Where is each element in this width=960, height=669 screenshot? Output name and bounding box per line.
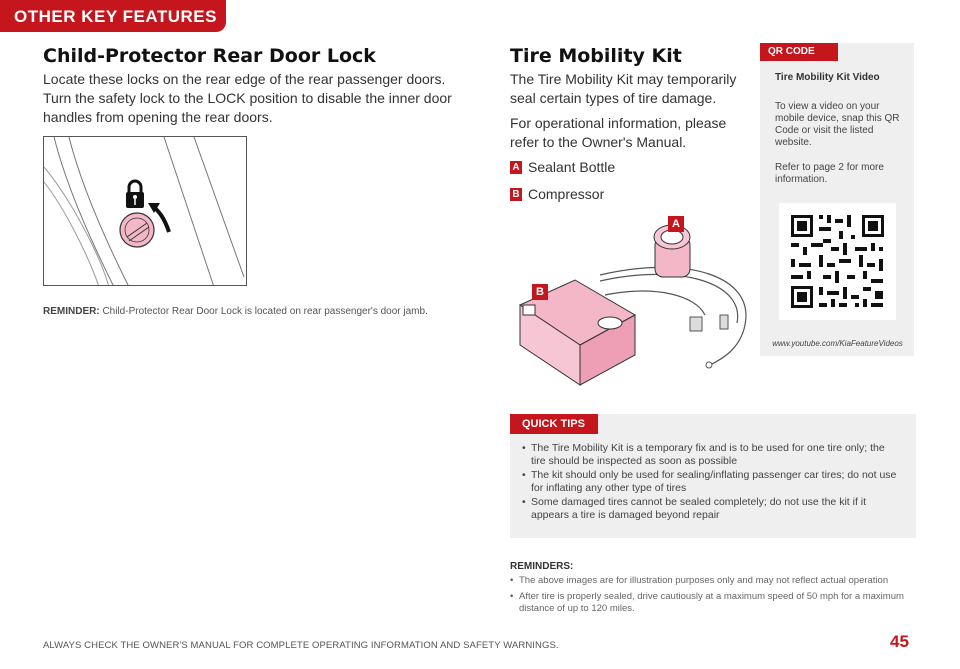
tire-kit-illustration xyxy=(505,215,765,390)
qr-title: Tire Mobility Kit Video xyxy=(775,72,880,83)
quick-tips-list xyxy=(522,442,902,523)
qr-url-link[interactable]: www.youtube.com/KiaFeatureVideos xyxy=(772,339,903,348)
quick-tips-tab: QUICK TIPS xyxy=(510,414,598,434)
list-item: • After tire is properly sealed, drive cautiously at a maximum speed of 50 mph for a maximum distance of up to 120 miles. xyxy=(510,591,920,615)
tire-kit-para2: For operational information, please refer to the Owner's Manual. xyxy=(510,115,727,150)
list-item: • The Tire Mobility Kit is a temporary fix and is to be used for one tire only; the tire should be inspected as soon as possible xyxy=(522,442,902,468)
reminders-list xyxy=(510,575,920,619)
list-item: • The kit should only be used for sealing/inflating passenger car tires; do not use for inflating any other type of tires xyxy=(522,469,902,495)
child-lock-illustration xyxy=(43,136,247,286)
child-lock-title: Child-Protector Rear Door Lock xyxy=(43,45,376,67)
reminder-text: Child-Protector Rear Door Lock is located on rear passenger's door jamb. xyxy=(102,306,428,317)
list-item: • Some damaged tires cannot be sealed completely; do not use the kit if it appears a tire is damaged beyond repair xyxy=(522,496,902,522)
tire-kit-para1: The Tire Mobility Kit may temporarily seal certain types of tire damage. xyxy=(510,71,737,106)
qr-reference: Refer to page 2 for more information. xyxy=(775,162,884,185)
reminder-label: REMINDER: xyxy=(43,306,100,317)
list-item-compressor xyxy=(510,186,604,202)
section-tab: OTHER KEY FEATURES xyxy=(0,0,226,32)
badge-b: B xyxy=(510,188,522,201)
page-number: 45 xyxy=(890,632,909,651)
compressor-label: Compressor xyxy=(528,186,605,202)
qr-instructions: To view a video on your mobile device, snap this QR Code or visit the listed website. xyxy=(775,101,900,148)
qr-tab: QR CODE xyxy=(760,43,838,61)
badge-a: A xyxy=(510,161,522,174)
qr-code-icon[interactable] xyxy=(779,203,896,320)
reminders-heading: REMINDERS: xyxy=(510,561,574,572)
list-item-sealant xyxy=(510,159,615,175)
sealant-label: Sealant Bottle xyxy=(528,159,616,175)
marker-b: B xyxy=(532,284,548,300)
footer-disclaimer: ALWAYS CHECK THE OWNER'S MANUAL FOR COMPLETE OPERATING INFORMATION AND SAFETY WARNINGS. xyxy=(43,640,559,651)
child-lock-body: Locate these locks on the rear edge of the rear passenger doors. Turn the safety lock to the LOCK position to disable the inner door handles from opening the rear doors. xyxy=(43,71,452,125)
child-lock-reminder xyxy=(43,306,428,317)
list-item: • The above images are for illustration purposes only and may not reflect actual operation xyxy=(510,575,920,587)
marker-a: A xyxy=(668,216,684,232)
tire-kit-title: Tire Mobility Kit xyxy=(510,45,682,67)
